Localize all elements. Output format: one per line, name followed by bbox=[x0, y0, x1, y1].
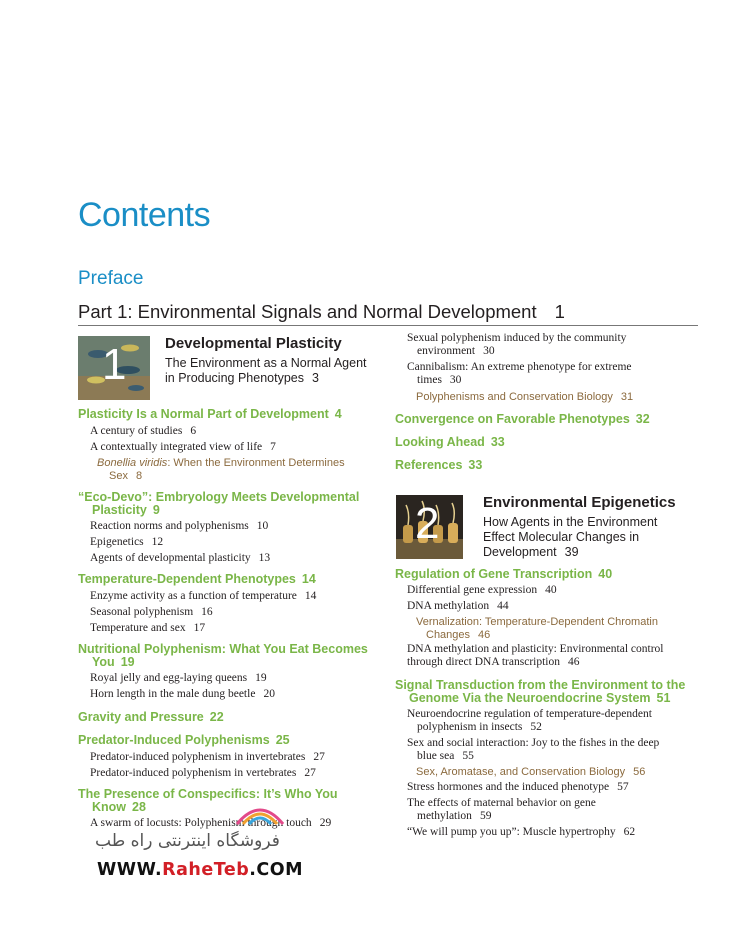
subsection-text: Predator-induced polyphenism in invertebrates bbox=[90, 751, 306, 763]
toc-subsection[interactable] bbox=[407, 361, 632, 387]
chapter-1-subtitle bbox=[165, 356, 367, 386]
subsection-page: 40 bbox=[545, 584, 557, 596]
toc-subsection[interactable] bbox=[90, 672, 267, 685]
section-title: Plasticity Is a Normal Part of Development bbox=[78, 407, 329, 421]
preface-heading: Preface bbox=[78, 268, 144, 289]
toc-subsection[interactable] bbox=[407, 797, 596, 823]
toc-section[interactable] bbox=[395, 459, 482, 472]
box-page: 8 bbox=[135, 469, 143, 482]
subsection-page: 14 bbox=[304, 590, 317, 602]
section-page: 22 bbox=[209, 710, 224, 724]
section-title: References bbox=[395, 458, 463, 472]
subsection-page: 44 bbox=[497, 600, 509, 612]
toc-subsection[interactable] bbox=[407, 737, 659, 763]
chapter-1-number: 1 bbox=[102, 340, 127, 389]
subsection-text-line1: Sexual polyphenism induced by the community bbox=[407, 332, 627, 344]
section-page: 32 bbox=[635, 412, 650, 426]
subsection-text: Temperature and sex bbox=[90, 622, 186, 634]
toc-section[interactable] bbox=[395, 436, 505, 449]
toc-section[interactable] bbox=[395, 413, 650, 426]
subsection-page: 19 bbox=[255, 672, 267, 684]
subsection-page: 27 bbox=[304, 767, 316, 779]
subsection-page: 59 bbox=[479, 810, 492, 822]
watermark-url-brand: RaheTeb bbox=[162, 860, 250, 880]
section-title-line1: The Presence of Conspecifics: It’s Who You bbox=[78, 787, 338, 801]
subsection-page: 55 bbox=[462, 750, 474, 762]
chapter-2-subtitle-line2: Effect Molecular Changes in bbox=[483, 530, 640, 544]
subsection-page: 29 bbox=[319, 817, 332, 829]
toc-subsection[interactable] bbox=[90, 536, 163, 549]
subsection-text: A contextually integrated view of life bbox=[90, 441, 263, 453]
watermark-url-suffix: .COM bbox=[249, 860, 304, 880]
chapter-1-title: Developmental Plasticity bbox=[165, 335, 342, 352]
section-title: Predator-Induced Polyphenisms bbox=[78, 733, 270, 747]
subsection-text: Epigenetics bbox=[90, 536, 144, 548]
subsection-text-line2: times bbox=[417, 374, 442, 386]
toc-subsection[interactable] bbox=[90, 590, 316, 603]
subsection-page: 52 bbox=[530, 721, 542, 733]
toc-subsection[interactable] bbox=[407, 584, 557, 597]
subsection-page: 17 bbox=[193, 622, 206, 634]
divider-rule bbox=[78, 325, 698, 326]
section-title-line1: Signal Transduction from the Environment to the bbox=[395, 678, 686, 692]
toc-subsection[interactable] bbox=[90, 688, 275, 701]
toc-subsection[interactable] bbox=[407, 600, 509, 613]
chapter-2-image bbox=[396, 495, 463, 559]
toc-box-entry[interactable] bbox=[416, 391, 633, 404]
subsection-page: 12 bbox=[151, 536, 164, 548]
chapter-1-subtitle-line1: The Environment as a Normal Agent bbox=[165, 356, 367, 370]
chapter-2-page: 39 bbox=[564, 545, 579, 559]
section-title: Looking Ahead bbox=[395, 435, 485, 449]
section-page: 14 bbox=[301, 572, 316, 586]
section-page: 25 bbox=[275, 733, 290, 747]
subsection-text-line2: through direct DNA transcription bbox=[407, 656, 560, 668]
section-title-line1: Nutritional Polyphenism: What You Eat Becomes bbox=[78, 642, 368, 656]
subsection-page: 13 bbox=[258, 552, 271, 564]
subsection-page: 46 bbox=[567, 656, 580, 668]
section-title: Gravity and Pressure bbox=[78, 710, 204, 724]
toc-box-entry[interactable] bbox=[97, 457, 345, 482]
toc-subsection[interactable] bbox=[407, 332, 626, 358]
subsection-text-line2: blue sea bbox=[417, 750, 455, 762]
watermark-url bbox=[97, 860, 303, 880]
toc-subsection[interactable] bbox=[90, 751, 325, 764]
toc-subsection[interactable] bbox=[90, 817, 331, 830]
toc-box-entry[interactable] bbox=[416, 616, 658, 641]
toc-subsection[interactable] bbox=[90, 520, 268, 533]
toc-subsection[interactable] bbox=[90, 767, 316, 780]
section-title-line1: “Eco-Devo”: Embryology Meets Developmental bbox=[78, 490, 360, 504]
chapter-2-number: 2 bbox=[415, 499, 440, 548]
section-title-line2: Plasticity bbox=[92, 503, 147, 517]
subsection-text: A century of studies bbox=[90, 425, 183, 437]
toc-subsection[interactable] bbox=[90, 606, 213, 619]
subsection-page: 7 bbox=[270, 441, 276, 453]
toc-section[interactable] bbox=[78, 408, 342, 421]
toc-subsection[interactable] bbox=[90, 552, 270, 565]
toc-section[interactable] bbox=[395, 568, 612, 581]
toc-section[interactable] bbox=[78, 491, 359, 517]
chapter-1-subtitle-line2: in Producing Phenotypes bbox=[165, 371, 304, 385]
section-page: 9 bbox=[152, 503, 160, 517]
section-page: 40 bbox=[598, 567, 613, 581]
toc-subsection[interactable] bbox=[90, 425, 196, 438]
subsection-page: 57 bbox=[617, 781, 629, 793]
chapter-2-subtitle bbox=[483, 515, 657, 560]
box-italic-text: Bonellia viridis bbox=[97, 457, 168, 469]
box-page: 31 bbox=[620, 391, 634, 403]
section-title: Regulation of Gene Transcription bbox=[395, 567, 593, 581]
section-title: Convergence on Favorable Phenotypes bbox=[395, 412, 630, 426]
chapter-2-subtitle-line1: How Agents in the Environment bbox=[483, 515, 658, 529]
subsection-text-line1: Sex and social interaction: Joy to the fishes in the deep bbox=[407, 737, 660, 749]
subsection-text-line2: polyphenism in insects bbox=[417, 721, 523, 733]
subsection-page: 6 bbox=[190, 425, 197, 437]
section-title: Temperature-Dependent Phenotypes bbox=[78, 572, 296, 586]
subsection-text: Differential gene expression bbox=[407, 584, 538, 596]
subsection-text: Horn length in the male dung beetle bbox=[90, 688, 256, 700]
subsection-text: Royal jelly and egg-laying queens bbox=[90, 672, 248, 684]
box-text: Sex, Aromatase, and Conservation Biology bbox=[416, 766, 626, 778]
page-title: Contents bbox=[78, 196, 211, 234]
subsection-text: A swarm of locusts: Polyphenism through touch bbox=[90, 817, 312, 829]
subsection-text: “We will pump you up”: Muscle hypertrophy bbox=[407, 826, 616, 838]
toc-subsection[interactable] bbox=[407, 826, 635, 839]
box-page: 56 bbox=[633, 766, 646, 778]
chapter-1-page: 3 bbox=[311, 371, 319, 385]
box-page: 46 bbox=[478, 628, 491, 641]
chapter-1-image bbox=[78, 336, 150, 400]
subsection-text: Enzyme activity as a function of temperature bbox=[90, 590, 297, 602]
subsection-text-line2: methylation bbox=[417, 810, 472, 822]
subsection-page: 10 bbox=[256, 520, 269, 532]
subsection-page: 30 bbox=[483, 345, 495, 357]
box-text-line1: Vernalization: Temperature-Dependent Chromatin bbox=[416, 616, 658, 628]
subsection-text: Predator-induced polyphenism in vertebrates bbox=[90, 767, 297, 779]
toc-subsection[interactable] bbox=[407, 708, 652, 734]
section-title-line2: Genome Via the Neuroendocrine System bbox=[409, 691, 651, 705]
subsection-text: Reaction norms and polyphenisms bbox=[90, 520, 249, 532]
watermark-persian-text: فروشگاه اینترنتی راه طب bbox=[95, 831, 280, 851]
part-heading bbox=[78, 301, 565, 323]
toc-section[interactable] bbox=[78, 573, 316, 586]
watermark-url-prefix: WWW. bbox=[97, 860, 163, 880]
toc-section[interactable] bbox=[78, 734, 290, 747]
toc-subsection[interactable] bbox=[407, 781, 629, 794]
section-page: 33 bbox=[490, 435, 505, 449]
toc-subsection[interactable] bbox=[90, 622, 205, 635]
toc-box-entry[interactable] bbox=[416, 766, 645, 779]
watermark-logo-icon bbox=[235, 802, 285, 826]
subsection-page: 16 bbox=[201, 606, 213, 618]
subsection-page: 62 bbox=[623, 826, 636, 838]
section-page: 19 bbox=[120, 655, 135, 669]
toc-section[interactable] bbox=[78, 643, 368, 669]
box-text: : When the Environment Determines bbox=[167, 457, 345, 469]
box-text-line2: Changes bbox=[426, 628, 471, 641]
part-page: 1 bbox=[554, 301, 565, 322]
box-text-line2: Sex bbox=[109, 469, 128, 482]
subsection-text-line2: environment bbox=[417, 345, 476, 357]
section-page: 51 bbox=[656, 691, 671, 705]
subsection-text: Agents of developmental plasticity bbox=[90, 552, 251, 564]
toc-section[interactable] bbox=[395, 679, 685, 705]
chapter-2-title: Environmental Epigenetics bbox=[483, 494, 676, 511]
section-page: 28 bbox=[132, 800, 146, 814]
toc-subsection[interactable] bbox=[90, 441, 276, 454]
section-page: 33 bbox=[468, 458, 483, 472]
toc-section[interactable] bbox=[78, 788, 338, 814]
box-text: Polyphenisms and Conservation Biology bbox=[416, 391, 613, 403]
subsection-text-line1: The effects of maternal behavior on gene bbox=[407, 797, 596, 809]
subsection-page: 27 bbox=[313, 751, 325, 763]
section-title-line2: You bbox=[92, 655, 115, 669]
subsection-text-line1: Cannibalism: An extreme phenotype for extreme bbox=[407, 361, 632, 373]
subsection-page: 20 bbox=[263, 688, 275, 700]
toc-section[interactable] bbox=[78, 711, 224, 724]
subsection-text: DNA methylation bbox=[407, 600, 490, 612]
subsection-text-line1: DNA methylation and plasticity: Environmental control bbox=[407, 643, 664, 655]
chapter-2-subtitle-line3: Development bbox=[483, 545, 557, 559]
subsection-page: 30 bbox=[449, 374, 462, 386]
subsection-text: Stress hormones and the induced phenotype bbox=[407, 781, 610, 793]
subsection-text: Seasonal polyphenism bbox=[90, 606, 194, 618]
toc-subsection[interactable] bbox=[407, 643, 663, 669]
section-title-line2: Know bbox=[92, 800, 127, 814]
subsection-text-line1: Neuroendocrine regulation of temperature-dependent bbox=[407, 708, 652, 720]
part-label: Part 1: Environmental Signals and Normal Development bbox=[78, 301, 537, 322]
section-page: 4 bbox=[334, 407, 342, 421]
